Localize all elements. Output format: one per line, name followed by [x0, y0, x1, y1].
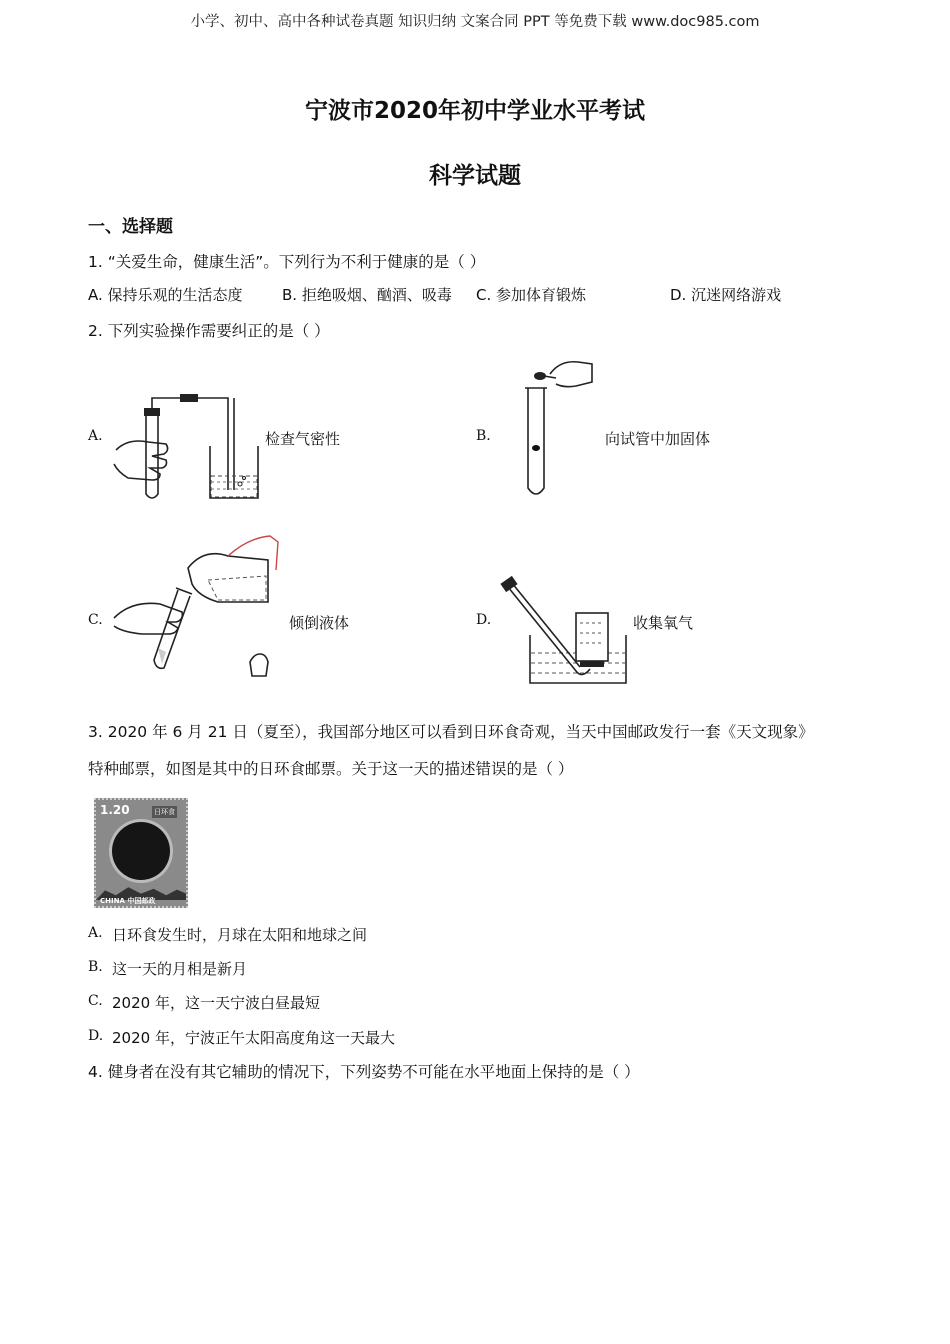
- stamp-label: 日环食: [154, 808, 175, 816]
- stamp-value: 1.20: [100, 803, 130, 817]
- stamp-footer: CHINA 中国邮政: [100, 897, 156, 905]
- question-2-option-c-letter: C.: [88, 612, 103, 628]
- question-2-option-b-label: 向试管中加固体: [605, 430, 711, 448]
- question-3-stem-line-1: 3. 2020 年 6 月 21 日（夏至），我国部分地区可以看到日环食奇观，当天中国邮政发行一套《天文现象》: [88, 723, 814, 741]
- question-2-option-a-label: 检查气密性: [265, 430, 341, 448]
- question-3-option-a-letter: A.: [88, 925, 103, 941]
- collect-oxygen-figure: [500, 575, 630, 685]
- question-1-option-d: D. 沉迷网络游戏: [670, 286, 782, 304]
- question-4-stem: 4. 健身者在没有其它辅助的情况下，下列姿势不可能在水平地面上保持的是（ ）: [88, 1063, 640, 1081]
- page-subtitle: 科学试题: [429, 163, 521, 189]
- question-2-option-d-letter: D.: [476, 612, 492, 628]
- question-3-option-c-letter: C.: [88, 993, 103, 1009]
- pour-liquid-figure: [108, 530, 288, 680]
- question-2-option-a-letter: A.: [88, 428, 103, 444]
- question-1-option-a: A. 保持乐观的生活态度: [88, 286, 243, 304]
- eclipse-stamp: [94, 798, 188, 908]
- question-2-option-b-letter: B.: [476, 428, 491, 444]
- question-1-option-c: C. 参加体育锻炼: [476, 286, 587, 304]
- question-1-option-b: B. 拒绝吸烟、酗酒、吸毒: [282, 286, 452, 304]
- question-3-option-b-text: 这一天的月相是新月: [112, 960, 248, 978]
- airtightness-check-figure: [108, 390, 268, 505]
- add-solid-figure: [520, 356, 600, 501]
- site-header: 小学、初中、高中各种试卷真题 知识归纳 文案合同 PPT 等免费下载 www.doc985.com: [190, 14, 760, 30]
- question-2-option-c-label: 倾倒液体: [289, 614, 350, 632]
- question-3-option-d-text: 2020 年，宁波正午太阳高度角这一天最大: [112, 1029, 395, 1047]
- section-heading: 一、选择题: [88, 217, 173, 237]
- question-3-stem-line-2: 特种邮票，如图是其中的日环食邮票。关于这一天的描述错误的是（ ）: [88, 760, 574, 778]
- question-2-option-d-label: 收集氧气: [633, 614, 694, 632]
- eclipse-disc: [112, 822, 170, 880]
- question-2-stem: 2. 下列实验操作需要纠正的是（ ）: [88, 322, 330, 340]
- question-3-option-b-letter: B.: [88, 959, 103, 975]
- question-3-option-c-text: 2020 年，这一天宁波白昼最短: [112, 994, 320, 1012]
- question-3-option-d-letter: D.: [88, 1028, 104, 1044]
- page-title: 宁波市2020年初中学业水平考试: [304, 98, 645, 124]
- question-3-option-a-text: 日环食发生时，月球在太阳和地球之间: [112, 926, 368, 944]
- question-1-stem: 1. “关爱生命，健康生活”。下列行为不利于健康的是（ ）: [88, 253, 486, 271]
